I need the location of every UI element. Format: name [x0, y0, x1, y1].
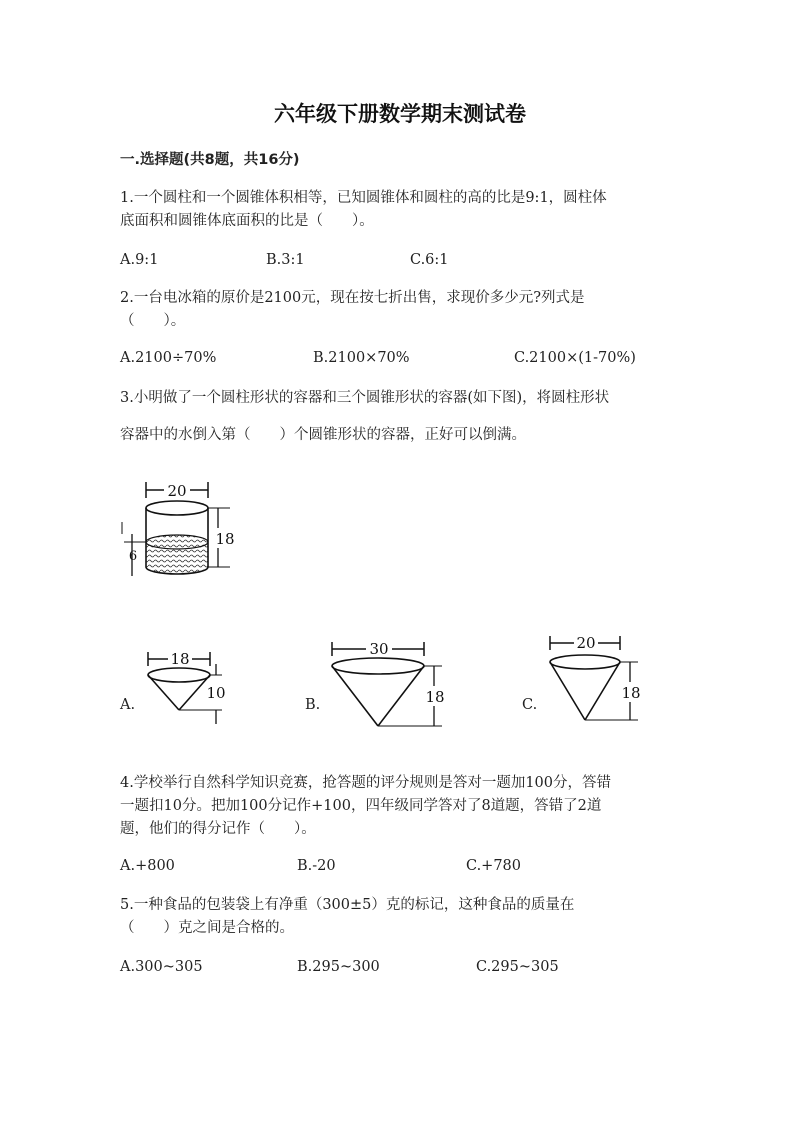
- question-5-line-1: 5.一种食品的包装袋上有净重（300±5）克的标记，这种食品的质量在: [120, 897, 575, 913]
- cone-c-figure: [544, 632, 654, 727]
- question-5-line-2: （ ）克之间是合格的。: [120, 920, 294, 936]
- question-5-option-c: C.295~305: [476, 959, 559, 975]
- cone-c-diameter-label: 20: [576, 634, 596, 652]
- question-2-option-c: C.2100×(1-70%): [514, 350, 636, 366]
- question-4-line-1: 4.学校举行自然科学知识竞赛，抢答题的评分规则是答对一题加100分，答错: [120, 775, 612, 791]
- question-2-line-2: （ ）。: [120, 313, 186, 329]
- water-height-label: 6: [128, 549, 138, 564]
- question-1-option-b: B.3:1: [266, 252, 305, 268]
- question-4-option-c: C.+780: [466, 858, 522, 874]
- cylinder-diameter-label: 20: [167, 482, 187, 500]
- question-2-option-a: A.2100÷70%: [120, 350, 217, 366]
- question-4-option-b: B.-20: [297, 858, 336, 874]
- question-1-option-a: A.9:1: [120, 252, 159, 268]
- cylinder-figure: [118, 478, 268, 583]
- question-3-line-1: 3.小明做了一个圆柱形状的容器和三个圆锥形状的容器(如下图)，将圆柱形状: [120, 390, 610, 406]
- question-1-line-1: 1.一个圆柱和一个圆锥体积相等，已知圆锥体和圆柱的高的比是9:1，圆柱体: [120, 190, 607, 206]
- question-1-option-c: C.6:1: [410, 252, 449, 268]
- cone-a-figure: [140, 648, 240, 728]
- water-fill: [146, 535, 208, 574]
- cone-c-height-label: 18: [621, 684, 641, 702]
- question-2-option-b: B.2100×70%: [313, 350, 410, 366]
- cylinder-height-label: 18: [215, 530, 235, 548]
- question-1-line-2: 底面积和圆锥体底面积的比是（ ）。: [120, 213, 374, 229]
- question-5-option-b: B.295~300: [297, 959, 380, 975]
- cone-b-figure: [326, 638, 456, 733]
- cone-b-label: B.: [305, 697, 321, 713]
- question-2-line-1: 2.一台电冰箱的原价是2100元，现在按七折出售，求现价多少元?列式是: [120, 290, 585, 306]
- question-4-line-2: 一题扣10分。把加100分记作+100，四年级同学答对了8道题，答错了2道: [120, 798, 602, 814]
- question-4-option-a: A.+800: [120, 858, 175, 874]
- cone-b-diameter-label: 30: [369, 640, 389, 658]
- question-3-line-2: 容器中的水倒入第（ ）个圆锥形状的容器，正好可以倒满。: [120, 427, 526, 443]
- question-4-line-3: 题，他们的得分记作（ ）。: [120, 821, 316, 837]
- cone-c-label: C.: [522, 697, 538, 713]
- cone-b-height-label: 18: [425, 688, 445, 706]
- question-5-option-a: A.300~305: [120, 959, 203, 975]
- cone-a-label: A.: [120, 697, 136, 713]
- cone-a-height-label: 10: [206, 684, 226, 702]
- cone-a-diameter-label: 18: [170, 650, 190, 668]
- section-heading: 一.选择题(共8题，共16分): [120, 152, 300, 168]
- page-title: 六年级下册数学期末测试卷: [274, 102, 526, 126]
